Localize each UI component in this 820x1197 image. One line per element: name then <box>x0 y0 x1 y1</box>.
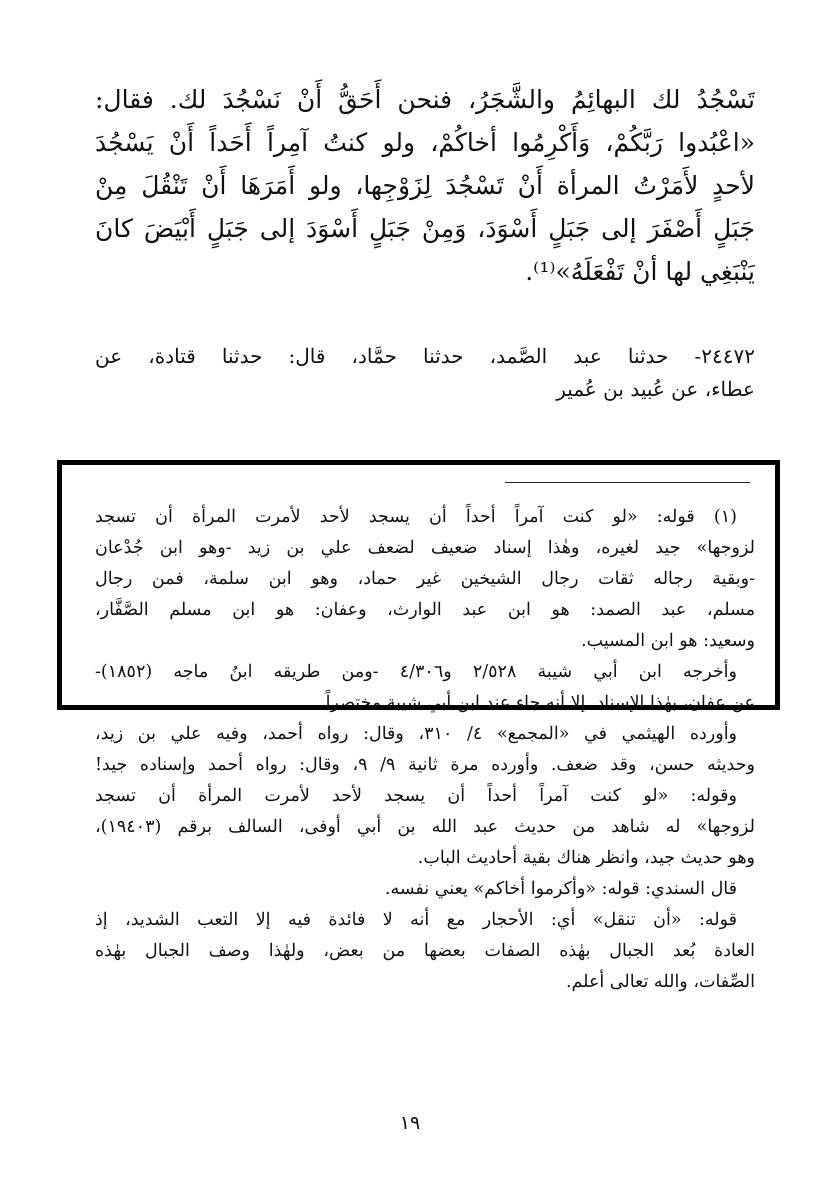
footnote-line: الصِّفات، والله تعالى أعلم. <box>565 972 755 992</box>
footnote-line: لزوجها» جيد لغيره، وهٰذا إسناد ضعيف لضعف علي بن زيد -وهو ابن جُدْعان <box>95 538 755 558</box>
footnote-line: وهو حديث جيد، وانظر هناك بقية أحاديث الباب. <box>417 848 755 868</box>
footnote-line: العادة بُعد الجبال بهٰذه الصفات بعضها من بعض، ولهٰذا وصف الجبال بهٰذه <box>95 941 755 961</box>
hadith-line: ٢٤٤٧٢- حدثنا عبد الصَّمد، حدثنا حمَّاد، قال: حدثنا قتادة، عن <box>95 344 755 368</box>
footnote-line: قال السندي: قوله: «وأكرموا أخاكم» يعني نفسه. <box>384 879 737 899</box>
hadith-24472 <box>95 340 755 406</box>
footnote-line: وأورده الهيثمي في «المجمع» ٤/ ٣١٠، وقال: رواه أحمد، وفيه علي بن زيد، <box>95 724 738 744</box>
main-text-line: لأحدٍ لأَمَرْتُ المرأة أَنْ تَسْجُدَ لِزَوْجِها، ولو أَمَرَهَا أَنْ تَنْقُلَ مِنْ <box>95 171 755 200</box>
footnote-line: مسلم، عبد الصمد: هو ابن عبد الوارث، وعفان: هو ابن مسلم الصَّفَّار، <box>95 600 755 620</box>
main-text-line: جَبَلٍ أَصْفَرَ إلى جَبَلٍ أَسْوَدَ، وَمِنْ جَبَلٍ أَسْوَدَ إلى جَبَلٍ أَبْيَضَ كانَ <box>95 214 755 243</box>
footnote-line: -وبقية رجاله ثقات رجال الشيخين غير حماد، وهو ابن سلمة، فمن رجال <box>95 569 755 589</box>
footnote-line: عن عفان، بهٰذا الإسناد. إلا أنه جاء عند ابن أبي شيبة مختصراً. <box>320 693 755 713</box>
page-number: ١٩ <box>399 1112 421 1134</box>
main-text-line: «اعْبُدوا رَبَّكُمْ، وَأَكْرِمُوا أخاكُمْ، ولو كنتُ آمِراً أَحَداً أَنْ يَسْجُدَ <box>95 128 755 157</box>
footnote-line: وحديثه حسن، وقد ضعف. وأورده مرة ثانية ٩/ ٩، وقال: رواه أحمد وإسناده جيد! <box>95 755 755 775</box>
hadith-line: عطاء، عن عُبيد بن عُمير <box>556 377 755 401</box>
footnote-line: (١) قوله: «لو كنت آمراً أحداً أن يسجد لأحد لأمرت المرأة أن تسجد <box>95 507 737 527</box>
main-text-line: يَنْبَغِي لها أنْ تَفْعَلَهُ»⁽¹⁾. <box>525 257 755 286</box>
main-text-line: تَسْجُدُ لك البهائِمُ والشَّجَرُ، فنحن أَحَقُّ أَنْ نَسْجُدَ لك. فقال: <box>95 85 755 114</box>
footnote-line: وقوله: «لو كنت آمراً أحداً أن يسجد لأحد لأمرت المرأة أن تسجد <box>95 786 737 806</box>
footnote-line: وسعيد: هو ابن المسيب. <box>581 631 755 651</box>
main-text <box>95 78 755 293</box>
highlight-rectangle <box>57 460 780 710</box>
footnote-line: قوله: «أن تنقل» أي: الأحجار مع أنه لا فائدة فيه إلا التعب الشديد، إذ <box>95 910 737 930</box>
footnote-line: لزوجها» له شاهد من حديث عبد الله بن أبي أوفى، السالف برقم (١٩٤٠٣)، <box>95 817 755 837</box>
footnote-line: وأخرجه ابن أبي شيبة ٢/٥٢٨ و٤/٣٠٦ -ومن طريقه ابنُ ماجه (١٨٥٢)- <box>95 662 737 682</box>
